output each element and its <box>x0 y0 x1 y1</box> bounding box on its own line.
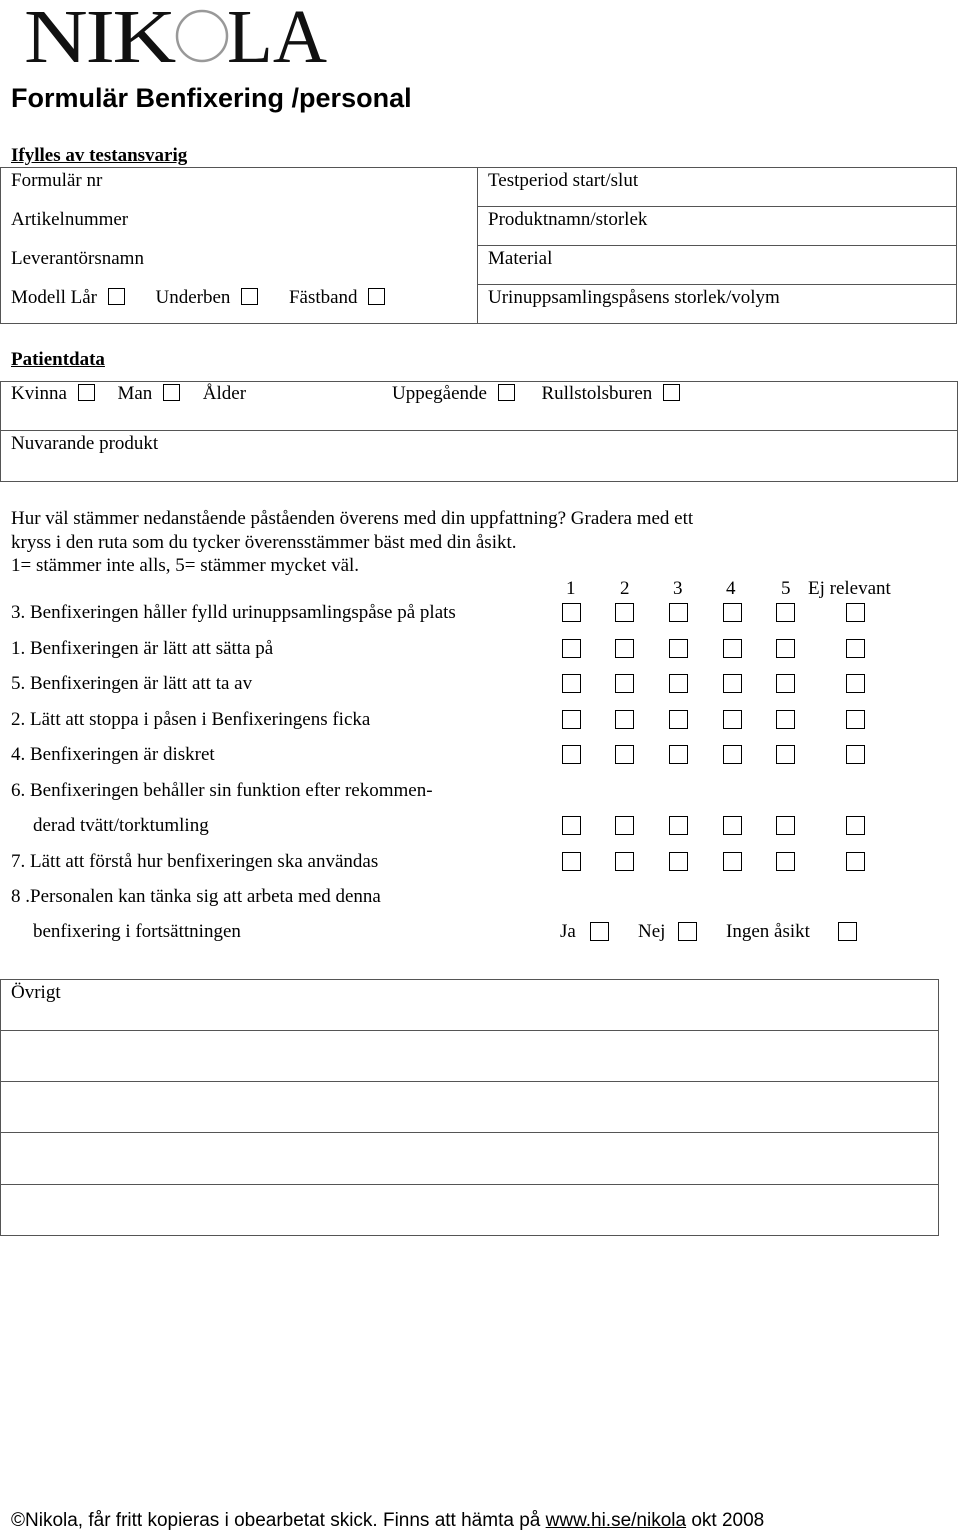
scale-label-3: 3 <box>673 578 683 599</box>
rating-checkbox[interactable] <box>669 710 688 729</box>
model-row <box>11 287 385 309</box>
nikola-logo <box>22 2 332 66</box>
rating-checkbox[interactable] <box>776 710 795 729</box>
rating-checkbox[interactable] <box>615 852 634 871</box>
instructions-line-2: kryss i den ruta som du tycker överensstämmer bäst med din åsikt. <box>11 532 517 553</box>
rating-checkbox[interactable] <box>776 639 795 658</box>
rating-checkbox[interactable] <box>846 639 865 658</box>
rating-checkbox[interactable] <box>846 674 865 693</box>
rating-checkbox[interactable] <box>615 639 634 658</box>
q8-yes-label: Ja <box>560 921 576 942</box>
model-lower-leg-label: Underben <box>155 287 231 308</box>
current-product-field[interactable]: Nuvarande produkt <box>11 433 159 454</box>
rating-checkbox[interactable] <box>562 710 581 729</box>
female-label: Kvinna <box>11 383 67 404</box>
model-thigh-checkbox[interactable] <box>108 288 125 305</box>
rating-checkbox[interactable] <box>776 745 795 764</box>
rating-checkbox[interactable] <box>776 603 795 622</box>
footer-link[interactable]: www.hi.se/nikola <box>545 1510 687 1531</box>
footer <box>11 1510 764 1532</box>
rating-checkbox[interactable] <box>615 603 634 622</box>
q8-no-opinion-label: Ingen åsikt <box>726 921 810 942</box>
rating-checkbox[interactable] <box>723 710 742 729</box>
q8-no-opinion-checkbox[interactable] <box>838 922 857 941</box>
svg-text:NIK: NIK <box>24 2 177 66</box>
tester-section-heading: Ifylles av testansvarig <box>11 145 188 166</box>
rating-checkbox[interactable] <box>723 674 742 693</box>
other-comments-line-1[interactable] <box>2 1032 936 1080</box>
mobility-row <box>392 383 680 405</box>
rating-checkbox[interactable] <box>615 816 634 835</box>
footer-date: okt 2008 <box>686 1510 765 1531</box>
rating-checkbox[interactable] <box>669 852 688 871</box>
scale-label-2: 2 <box>620 578 630 599</box>
footer-text: ©Nikola, får fritt kopieras i obearbetat skick. Finns att hämta på <box>11 1510 546 1531</box>
material-field[interactable]: Material <box>488 248 553 269</box>
rating-checkbox[interactable] <box>669 639 688 658</box>
rating-checkbox[interactable] <box>562 852 581 871</box>
instructions-line-1: Hur väl stämmer nedanstående påståenden överens med din uppfattning? Gradera med ett <box>11 508 694 529</box>
rating-checkbox[interactable] <box>669 603 688 622</box>
question-4-text: 4. Benfixeringen är diskret <box>11 744 215 765</box>
rating-checkbox[interactable] <box>846 816 865 835</box>
rating-checkbox[interactable] <box>615 674 634 693</box>
question-5-text: 5. Benfixeringen är lätt att ta av <box>11 673 253 694</box>
question-6-text: 6. Benfixeringen behåller sin funktion efter rekommen- <box>11 780 433 801</box>
rating-checkbox[interactable] <box>776 852 795 871</box>
ambulatory-checkbox[interactable] <box>498 384 515 401</box>
question-8-text-continued: benfixering i fortsättningen <box>33 921 241 942</box>
scale-label-4: 4 <box>726 578 736 599</box>
other-comments-line-2[interactable] <box>2 1083 936 1131</box>
question-8-text: 8 .Personalen kan tänka sig att arbeta med denna <box>11 886 381 907</box>
question-6-text-continued: derad tvätt/torktumling <box>33 815 209 836</box>
scale-label-1: 1 <box>566 578 576 599</box>
rating-checkbox[interactable] <box>723 816 742 835</box>
supplier-name-field[interactable]: Leverantörsnamn <box>11 248 144 269</box>
rating-checkbox[interactable] <box>615 710 634 729</box>
rating-checkbox[interactable] <box>776 816 795 835</box>
form-number-field[interactable]: Formulär nr <box>11 170 103 191</box>
rating-checkbox[interactable] <box>846 745 865 764</box>
nikola-logo-graphic <box>22 2 332 66</box>
q8-no-label: Nej <box>638 921 666 942</box>
question-2-text: 2. Lätt att stoppa i påsen i Benfixeringens ficka <box>11 709 371 730</box>
rating-checkbox[interactable] <box>669 816 688 835</box>
rating-checkbox[interactable] <box>669 745 688 764</box>
rating-checkbox[interactable] <box>562 603 581 622</box>
age-field[interactable]: Ålder <box>202 383 247 404</box>
patient-section-heading: Patientdata <box>11 349 105 370</box>
model-thigh-label: Modell Lår <box>11 287 98 308</box>
instructions-line-3: 1= stämmer inte alls, 5= stämmer mycket väl. <box>11 555 360 576</box>
product-name-size-field[interactable]: Produktnamn/storlek <box>488 209 648 230</box>
rating-checkbox[interactable] <box>562 816 581 835</box>
rating-checkbox[interactable] <box>846 710 865 729</box>
scale-label-5: 5 <box>781 578 791 599</box>
form-title: Formulär Benfixering /personal <box>11 83 412 113</box>
female-checkbox[interactable] <box>78 384 95 401</box>
question-3-text: 3. Benfixeringen håller fylld urinuppsamlingspåse på plats <box>11 602 456 623</box>
rating-checkbox[interactable] <box>562 745 581 764</box>
rating-checkbox[interactable] <box>776 674 795 693</box>
scale-label-not-relevant: Ej relevant <box>808 578 891 599</box>
rating-checkbox[interactable] <box>562 674 581 693</box>
rating-checkbox[interactable] <box>846 603 865 622</box>
other-comments-line-4[interactable] <box>2 1186 936 1234</box>
model-strap-checkbox[interactable] <box>368 288 385 305</box>
logo-text <box>332 2 333 3</box>
rating-checkbox[interactable] <box>723 603 742 622</box>
rating-checkbox[interactable] <box>669 674 688 693</box>
question-7-text: 7. Lätt att förstå hur benfixeringen ska användas <box>11 851 379 872</box>
wheelchair-label: Rullstolsburen <box>541 383 653 404</box>
q8-yes-checkbox[interactable] <box>590 922 609 941</box>
rating-checkbox[interactable] <box>723 852 742 871</box>
male-label: Man <box>117 383 153 404</box>
svg-text:LA: LA <box>227 2 328 66</box>
model-strap-label: Fästband <box>288 287 358 308</box>
rating-checkbox[interactable] <box>723 639 742 658</box>
model-lower-leg-checkbox[interactable] <box>241 288 258 305</box>
article-number-field[interactable]: Artikelnummer <box>11 209 129 230</box>
bag-volume-field[interactable]: Urinuppsamlingspåsens storlek/volym <box>488 287 780 308</box>
patient-row <box>11 383 246 405</box>
rating-checkbox[interactable] <box>723 745 742 764</box>
rating-checkbox[interactable] <box>562 639 581 658</box>
other-comments-line-3[interactable] <box>2 1134 936 1182</box>
male-checkbox[interactable] <box>163 384 180 401</box>
q8-no-checkbox[interactable] <box>678 922 697 941</box>
question-1-text: 1. Benfixeringen är lätt att sätta på <box>11 638 274 659</box>
other-comments-label: Övrigt <box>11 982 61 1003</box>
rating-checkbox[interactable] <box>615 745 634 764</box>
test-period-field[interactable]: Testperiod start/slut <box>488 170 639 191</box>
wheelchair-checkbox[interactable] <box>663 384 680 401</box>
rating-checkbox[interactable] <box>846 852 865 871</box>
ambulatory-label: Uppegående <box>392 383 487 404</box>
